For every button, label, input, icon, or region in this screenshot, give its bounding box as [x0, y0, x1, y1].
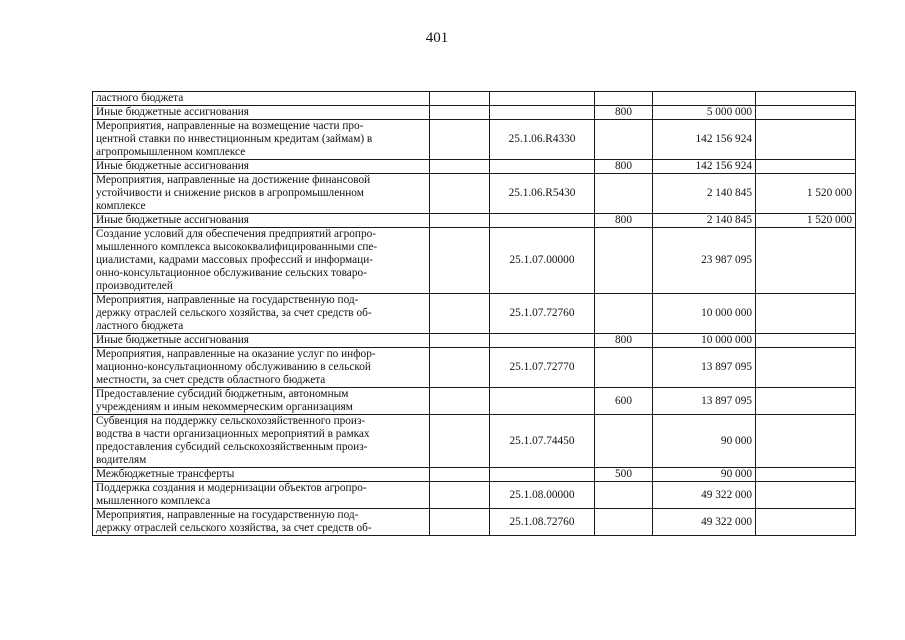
description-line: учреждениям и иным некоммерческим организациям: [96, 401, 353, 413]
row-empty-cell: [430, 334, 490, 348]
description-line: мышленного комплекса: [96, 495, 211, 507]
description-line: держку отраслей сельского хозяйства, за счет средств об-: [96, 522, 372, 534]
description-line: Поддержка создания и модернизации объектов агропро-: [96, 482, 367, 494]
row-expense-type: [595, 92, 653, 106]
row-description: [93, 415, 430, 468]
row-amount-2: [756, 509, 856, 536]
row-empty-cell: [430, 468, 490, 482]
table-row: [93, 334, 856, 348]
description-line: ластного бюджета: [96, 320, 184, 332]
row-expense-type: [595, 294, 653, 334]
row-amount-2: [756, 468, 856, 482]
description-line: Создание условий для обеспечения предприятий агропро-: [96, 228, 377, 240]
row-amount-2: [756, 92, 856, 106]
description-line: местности, за счет средств областного бюджета: [96, 374, 326, 386]
row-amount-2: [756, 482, 856, 509]
description-line: держку отраслей сельского хозяйства, за счет средств об-: [96, 307, 372, 319]
table-row: [93, 120, 856, 160]
table-row: [93, 482, 856, 509]
row-expense-type: 800: [595, 160, 653, 174]
table-row: [93, 388, 856, 415]
row-amount-1: 13 897 095: [653, 388, 756, 415]
row-expense-type: [595, 228, 653, 294]
row-description: [93, 214, 430, 228]
description-line: устойчивости и снижение рисков в агропромышленном: [96, 187, 364, 199]
description-line: мышленного комплекса высококвалифицированными спе-: [96, 241, 378, 253]
row-expense-type: [595, 174, 653, 214]
table-row: [93, 174, 856, 214]
row-expense-type: [595, 482, 653, 509]
table-row: [93, 228, 856, 294]
row-amount-1: 5 000 000: [653, 106, 756, 120]
row-amount-2: [756, 160, 856, 174]
row-description: [93, 482, 430, 509]
description-line: Мероприятия, направленные на оказание услуг по инфор-: [96, 348, 376, 360]
budget-table: [92, 91, 856, 536]
row-target-code: 25.1.07.74450: [490, 415, 595, 468]
row-expense-type: [595, 348, 653, 388]
row-description: [93, 174, 430, 214]
row-amount-1: [653, 92, 756, 106]
description-line: Субвенция на поддержку сельскохозяйственного произ-: [96, 415, 366, 427]
description-line: ластного бюджета: [96, 92, 184, 104]
row-empty-cell: [430, 294, 490, 334]
row-amount-1: 90 000: [653, 415, 756, 468]
row-amount-2: 1 520 000: [756, 174, 856, 214]
description-line: Иные бюджетные ассигнования: [96, 106, 249, 118]
row-amount-1: 2 140 845: [653, 174, 756, 214]
row-description: [93, 509, 430, 536]
row-target-code: 25.1.07.00000: [490, 228, 595, 294]
table-row: [93, 92, 856, 106]
row-description: [93, 468, 430, 482]
row-amount-2: [756, 106, 856, 120]
row-description: [93, 106, 430, 120]
row-amount-1: 142 156 924: [653, 160, 756, 174]
row-target-code: 25.1.07.72760: [490, 294, 595, 334]
row-description: [93, 388, 430, 415]
row-target-code: [490, 334, 595, 348]
row-target-code: [490, 92, 595, 106]
row-target-code: [490, 468, 595, 482]
description-line: производителей: [96, 280, 173, 292]
row-target-code: 25.1.06.R4330: [490, 120, 595, 160]
row-empty-cell: [430, 388, 490, 415]
row-amount-1: 2 140 845: [653, 214, 756, 228]
description-line: циалистами, кадрами массовых профессий и информаци-: [96, 254, 373, 266]
row-expense-type: [595, 120, 653, 160]
row-target-code: 25.1.08.00000: [490, 482, 595, 509]
row-amount-2: [756, 294, 856, 334]
table-row: [93, 214, 856, 228]
description-line: онно-консультационное обслуживание сельских товаро-: [96, 267, 367, 279]
description-line: Мероприятия, направленные на достижение финансовой: [96, 174, 371, 186]
row-target-code: [490, 160, 595, 174]
row-amount-1: 10 000 000: [653, 294, 756, 334]
description-line: Иные бюджетные ассигнования: [96, 214, 249, 226]
row-description: [93, 120, 430, 160]
row-description: [93, 348, 430, 388]
row-expense-type: 800: [595, 214, 653, 228]
table-row: [93, 160, 856, 174]
row-empty-cell: [430, 509, 490, 536]
row-empty-cell: [430, 214, 490, 228]
row-target-code: [490, 214, 595, 228]
description-line: Мероприятия, направленные на государственную под-: [96, 294, 359, 306]
table-row: [93, 294, 856, 334]
table-row: [93, 348, 856, 388]
description-line: центной ставки по инвестиционным кредитам (займам) в: [96, 133, 373, 145]
description-line: Мероприятия, направленные на государственную под-: [96, 509, 359, 521]
row-amount-2: [756, 415, 856, 468]
description-line: водителям: [96, 454, 147, 466]
row-amount-1: 90 000: [653, 468, 756, 482]
page-number: 401: [425, 30, 449, 46]
description-line: предоставления субсидий сельскохозяйственным произ-: [96, 441, 368, 453]
row-description: [93, 334, 430, 348]
table-row: [93, 509, 856, 536]
row-description: [93, 160, 430, 174]
table-row: [93, 106, 856, 120]
row-empty-cell: [430, 482, 490, 509]
row-amount-2: [756, 334, 856, 348]
row-amount-2: [756, 388, 856, 415]
row-expense-type: [595, 415, 653, 468]
row-target-code: 25.1.08.72760: [490, 509, 595, 536]
row-amount-2: [756, 120, 856, 160]
row-target-code: [490, 106, 595, 120]
row-empty-cell: [430, 174, 490, 214]
row-amount-1: 49 322 000: [653, 482, 756, 509]
row-empty-cell: [430, 228, 490, 294]
row-empty-cell: [430, 348, 490, 388]
row-expense-type: 800: [595, 334, 653, 348]
row-target-code: [490, 388, 595, 415]
row-description: [93, 294, 430, 334]
table-row: [93, 468, 856, 482]
row-amount-1: 49 322 000: [653, 509, 756, 536]
table-row: [93, 415, 856, 468]
row-target-code: 25.1.07.72770: [490, 348, 595, 388]
description-line: Мероприятия, направленные на возмещение части про-: [96, 120, 364, 132]
row-expense-type: 600: [595, 388, 653, 415]
description-line: Иные бюджетные ассигнования: [96, 160, 249, 172]
row-amount-2: [756, 228, 856, 294]
budget-table-body: [93, 92, 856, 536]
description-line: Предоставление субсидий бюджетным, автономным: [96, 388, 349, 400]
description-line: Межбюджетные трансферты: [96, 468, 235, 480]
description-line: мационно-консультационному обслуживанию в сельской: [96, 361, 371, 373]
row-empty-cell: [430, 106, 490, 120]
row-amount-1: 23 987 095: [653, 228, 756, 294]
row-amount-1: 10 000 000: [653, 334, 756, 348]
row-target-code: 25.1.06.R5430: [490, 174, 595, 214]
row-amount-1: 142 156 924: [653, 120, 756, 160]
row-description: [93, 92, 430, 106]
description-line: Иные бюджетные ассигнования: [96, 334, 249, 346]
row-amount-2: 1 520 000: [756, 214, 856, 228]
description-line: водства в части организационных мероприятий в рамках: [96, 428, 370, 440]
description-line: комплексе: [96, 200, 146, 212]
row-amount-2: [756, 348, 856, 388]
description-line: агропромышленном комплексе: [96, 146, 246, 158]
row-amount-1: 13 897 095: [653, 348, 756, 388]
row-expense-type: [595, 509, 653, 536]
row-description: [93, 228, 430, 294]
row-empty-cell: [430, 160, 490, 174]
row-empty-cell: [430, 415, 490, 468]
row-expense-type: 800: [595, 106, 653, 120]
row-empty-cell: [430, 120, 490, 160]
row-empty-cell: [430, 92, 490, 106]
row-expense-type: 500: [595, 468, 653, 482]
